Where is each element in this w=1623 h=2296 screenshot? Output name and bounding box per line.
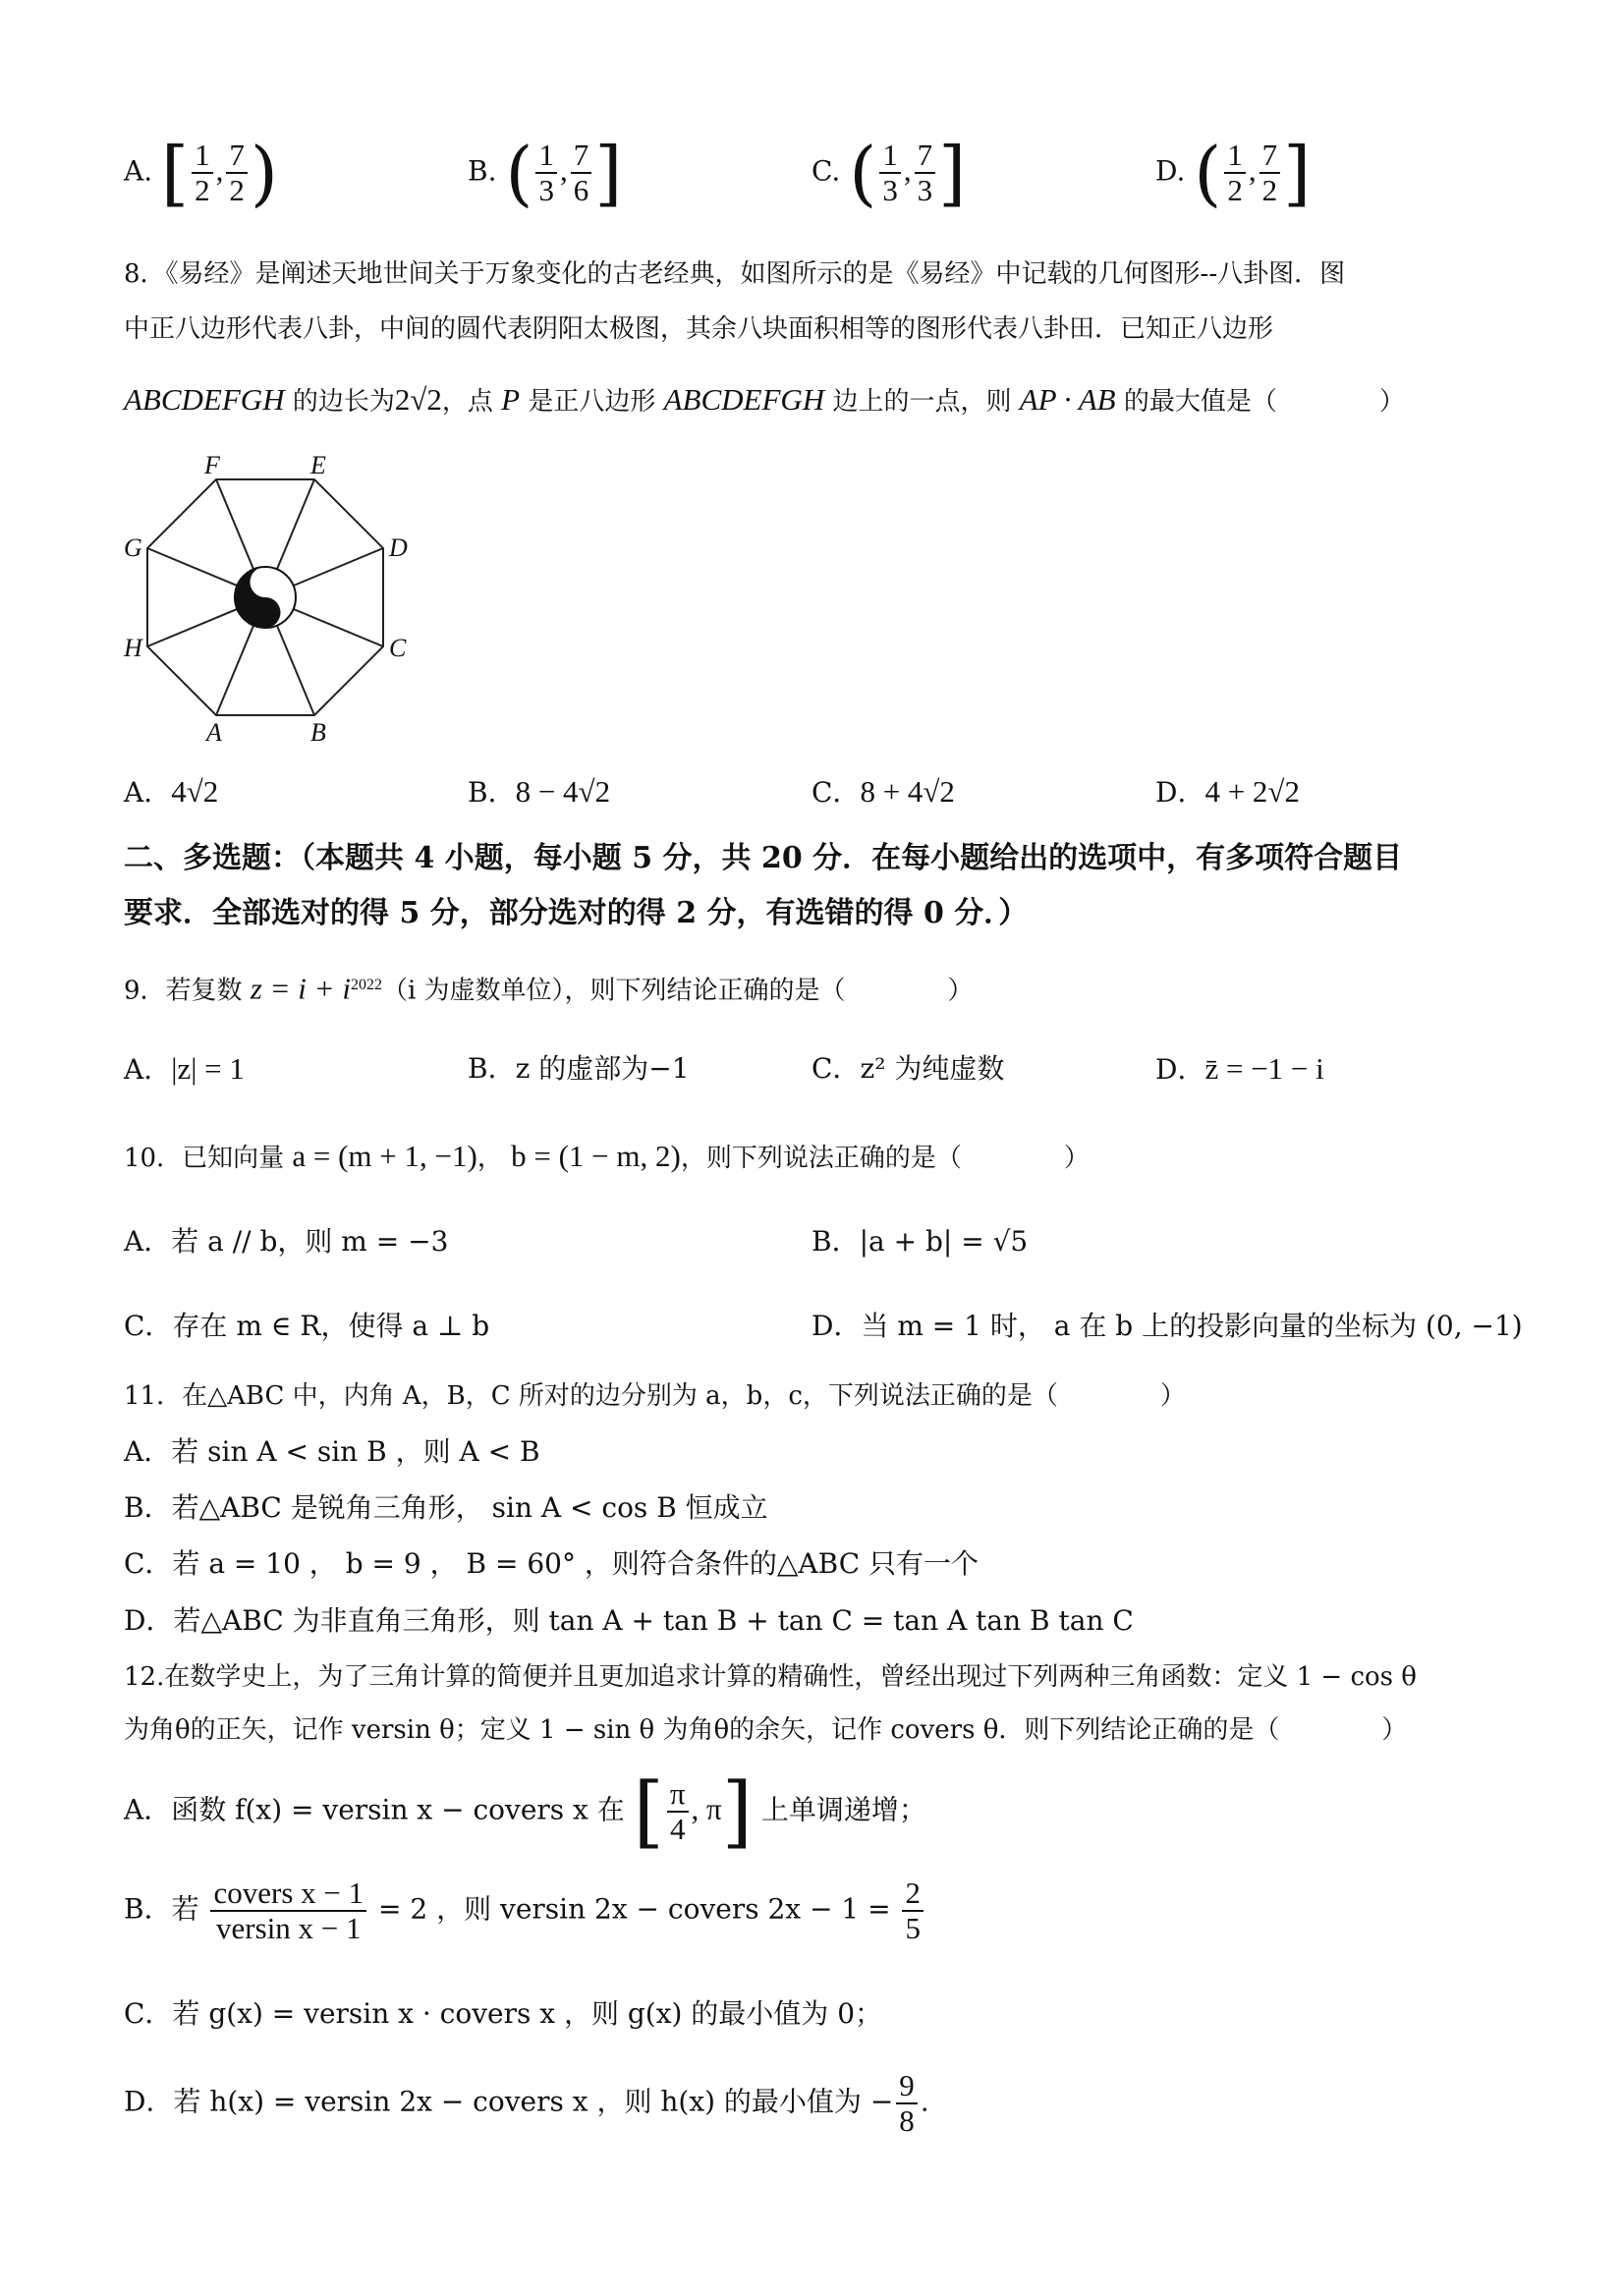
text: 9．若复数 bbox=[124, 976, 251, 1006]
q9-option-d bbox=[1155, 1049, 1324, 1090]
fraction bbox=[535, 139, 557, 207]
q7-option-c: C. ( $\frac{1}{3}$ , $\frac{7}{3}$ ] bbox=[812, 132, 967, 214]
numerator: 1 bbox=[1224, 139, 1246, 174]
numerator: 7 bbox=[571, 139, 592, 174]
q8-line-1: 8．《易经》是阐述天地世间关于万象变化的古老经典，如图所示的是《易经》中记载的几何图形--八卦图．图 bbox=[124, 259, 1346, 289]
vertex-label-a: A bbox=[206, 718, 222, 745]
denominator: 4 bbox=[669, 1812, 686, 1846]
q9-option-b bbox=[468, 1049, 690, 1089]
vertex-label-d: D bbox=[389, 533, 408, 562]
right-bracket: ] bbox=[938, 132, 967, 214]
fraction bbox=[192, 139, 213, 207]
denominator: 3 bbox=[538, 173, 554, 207]
q10-option-c: C．存在 m ∈ R，使得 a ⊥ b bbox=[124, 1310, 490, 1342]
fraction bbox=[226, 139, 248, 207]
vertex-label-g: G bbox=[124, 533, 142, 562]
option-label: D． bbox=[1155, 776, 1205, 809]
numerator: 7 bbox=[1259, 139, 1281, 174]
option-text: 8 + 4√2 bbox=[860, 774, 955, 809]
exponent: 2022 bbox=[350, 977, 382, 993]
q8-option-c bbox=[812, 772, 955, 812]
q7-option-a: A. [ $\frac{1}{2}$ , $\frac{7}{2}$ ) bbox=[124, 132, 278, 214]
q10-option-b: B．|a + b| = √5 bbox=[812, 1225, 1029, 1258]
left-bracket: [ bbox=[633, 1765, 664, 1857]
text: 10．已知向量 bbox=[124, 1144, 293, 1173]
option-label: A． bbox=[124, 1053, 172, 1086]
side-length: 2√2 bbox=[394, 382, 442, 417]
text: , π bbox=[691, 1791, 722, 1826]
numerator: 1 bbox=[879, 139, 901, 174]
text: ，点 bbox=[441, 387, 502, 417]
option-label: A． bbox=[124, 776, 172, 809]
option-label: D. bbox=[1155, 154, 1186, 188]
q12-line-2: 为角θ的正矢，记作 versin θ；定义 1 − sin θ 为角θ的余矢，记作 covers θ．则下列结论正确的是（ ） bbox=[124, 1715, 1408, 1745]
text: （i 为虚数单位），则下列结论正确的是（ ） bbox=[381, 976, 974, 1006]
option-text: 4√2 bbox=[171, 774, 219, 809]
vertex-label-f: F bbox=[204, 451, 220, 479]
denominator: 2 bbox=[229, 173, 245, 207]
q10-stem bbox=[124, 1140, 1090, 1175]
numerator: 1 bbox=[535, 139, 557, 174]
denominator: versin x − 1 bbox=[216, 1911, 362, 1945]
numerator: covers x − 1 bbox=[210, 1876, 366, 1912]
numerator: π bbox=[667, 1777, 689, 1813]
fraction bbox=[1259, 139, 1281, 207]
option-text: z 的虚部为−1 bbox=[515, 1052, 690, 1085]
denominator: 6 bbox=[573, 173, 589, 207]
q8-option-a bbox=[124, 772, 218, 812]
right-bracket: ] bbox=[594, 132, 623, 214]
right-bracket: ] bbox=[721, 1765, 753, 1857]
denominator: 3 bbox=[882, 173, 898, 207]
q12-option-d bbox=[124, 2069, 929, 2138]
option-label: B． bbox=[468, 1052, 516, 1085]
q11-stem: 11．在△ABC 中，内角 A，B，C 所对的边分别为 a，b，c，下列说法正确的是（ ） bbox=[124, 1381, 1186, 1411]
option-label: C． bbox=[812, 776, 861, 809]
numerator: 2 bbox=[902, 1876, 923, 1912]
q8-line-2: 中正八边形代表八卦，中间的圆代表阴阳太极图，其余八块面积相等的图形代表八卦田．已知正八边形 bbox=[124, 314, 1274, 344]
denominator: 2 bbox=[1227, 173, 1243, 207]
text: 边上的一点，则 bbox=[824, 387, 1020, 417]
left-bracket: ( bbox=[849, 132, 877, 214]
text: 的边长为 bbox=[284, 387, 395, 417]
text: B．若 bbox=[124, 1892, 199, 1926]
fraction bbox=[879, 139, 901, 207]
option-text: z² 为纯虚数 bbox=[860, 1052, 1005, 1085]
option-label: D． bbox=[1155, 1053, 1205, 1086]
denominator: 2 bbox=[1261, 173, 1278, 207]
bagua-octagon-figure bbox=[118, 450, 432, 745]
yin-yang-icon bbox=[235, 567, 296, 628]
q9-option-a bbox=[124, 1049, 245, 1090]
q11-option-b: B．若△ABC 是锐角三角形， sin A < cos B 恒成立 bbox=[124, 1491, 768, 1524]
vertex-label-c: C bbox=[389, 634, 407, 662]
text: = 2 ，则 versin 2x − covers 2x − 1 = bbox=[378, 1892, 891, 1926]
option-text: 8 − 4√2 bbox=[515, 774, 611, 809]
denominator: 2 bbox=[195, 173, 210, 207]
denominator: 5 bbox=[905, 1911, 921, 1945]
fraction bbox=[896, 2069, 918, 2138]
option-text: |z| = 1 bbox=[171, 1051, 245, 1086]
point-name: P bbox=[501, 382, 521, 417]
q10-option-d: D．当 m = 1 时， a 在 b 上的投影向量的坐标为 (0, −1) bbox=[812, 1310, 1523, 1342]
option-text: 4 + 2√2 bbox=[1204, 774, 1300, 809]
q11-option-d: D．若△ABC 为非直角三角形，则 tan A + tan B + tan C = tan A tan B tan C bbox=[124, 1604, 1134, 1637]
fraction bbox=[571, 139, 592, 207]
fraction bbox=[915, 139, 936, 207]
text: 上单调递增； bbox=[760, 1793, 926, 1826]
numerator: 1 bbox=[192, 139, 213, 174]
option-label: B． bbox=[468, 776, 516, 809]
q9-option-c bbox=[812, 1049, 1004, 1089]
q8-line-3 bbox=[124, 383, 1405, 419]
option-label: C. bbox=[812, 154, 841, 188]
fraction bbox=[210, 1876, 366, 1945]
section-2-heading-line-2: 要求．全部选对的得 5 分，部分选对的得 2 分，有选错的得 0 分．） bbox=[124, 896, 1029, 930]
fraction bbox=[902, 1876, 923, 1945]
fraction bbox=[667, 1777, 689, 1846]
fraction bbox=[1224, 139, 1246, 207]
denominator: 8 bbox=[899, 2103, 915, 2138]
vertex-label-b: B bbox=[310, 718, 326, 745]
option-label: A. bbox=[124, 154, 153, 188]
text: ，则下列说法正确的是（ ） bbox=[680, 1144, 1090, 1173]
vector-a: a = (m + 1, −1) bbox=[292, 1139, 477, 1173]
dot-product: AP · AB bbox=[1019, 382, 1116, 417]
vector-b: b = (1 − m, 2) bbox=[511, 1139, 681, 1173]
text: A．函数 f(x) = versin x − covers x 在 bbox=[124, 1793, 625, 1826]
text: 是正八边形 bbox=[520, 387, 664, 417]
numerator: 7 bbox=[915, 139, 936, 174]
numerator: 9 bbox=[896, 2069, 918, 2104]
q12-option-c: C．若 g(x) = versin x · covers x ，则 g(x) 的最小值为 0； bbox=[124, 1997, 883, 2030]
q8-option-d bbox=[1155, 772, 1300, 812]
option-text: z̄ = −1 − i bbox=[1204, 1051, 1324, 1086]
octagon-name: ABCDEFGH bbox=[124, 382, 285, 417]
q11-option-c: C．若 a = 10 ， b = 9 ， B = 60° ，则符合条件的△ABC 只有一个 bbox=[124, 1547, 979, 1580]
q11-option-a: A．若 sin A < sin B ，则 A < B bbox=[124, 1435, 540, 1468]
option-label: C． bbox=[812, 1052, 861, 1085]
text: D．若 h(x) = versin 2x − covers x ，则 h(x) 的最小值为 − bbox=[124, 2085, 894, 2118]
text: ， bbox=[476, 1144, 512, 1173]
q7-option-d: D. ( $\frac{1}{2}$ , $\frac{7}{2}$ ] bbox=[1155, 132, 1312, 214]
q7-option-b: B. ( $\frac{1}{3}$ , $\frac{7}{6}$ ] bbox=[468, 132, 623, 214]
text: . bbox=[920, 2085, 929, 2118]
text: 的最大值是（ ） bbox=[1115, 387, 1405, 417]
q12-line-1: 12.在数学史上，为了三角计算的简便并且更加追求计算的精确性，曾经出现过下列两种三角函数：定义 1 − cos θ bbox=[124, 1662, 1417, 1692]
right-bracket: ] bbox=[1283, 132, 1312, 214]
q10-option-a: A．若 a // b，则 m = −3 bbox=[124, 1225, 449, 1258]
vertex-label-e: E bbox=[310, 451, 326, 479]
left-bracket: [ bbox=[161, 132, 190, 214]
section-2-heading-line-1: 二、多选题：（本题共 4 小题，每小题 5 分，共 20 分．在每小题给出的选项中，有多项符合题目 bbox=[124, 841, 1403, 875]
q12-option-b bbox=[124, 1876, 926, 1945]
q8-option-b bbox=[468, 772, 610, 812]
numerator: 7 bbox=[226, 139, 248, 174]
octagon-name: ABCDEFGH bbox=[663, 382, 825, 417]
denominator: 3 bbox=[917, 173, 933, 207]
right-bracket: ) bbox=[250, 132, 278, 214]
complex-expression: z = i + i bbox=[250, 971, 351, 1006]
q9-stem bbox=[124, 969, 974, 1008]
vertex-label-h: H bbox=[124, 634, 142, 662]
q12-option-a bbox=[124, 1765, 926, 1857]
option-label: B. bbox=[468, 154, 497, 188]
left-bracket: ( bbox=[505, 132, 533, 214]
left-bracket: ( bbox=[1194, 132, 1222, 214]
